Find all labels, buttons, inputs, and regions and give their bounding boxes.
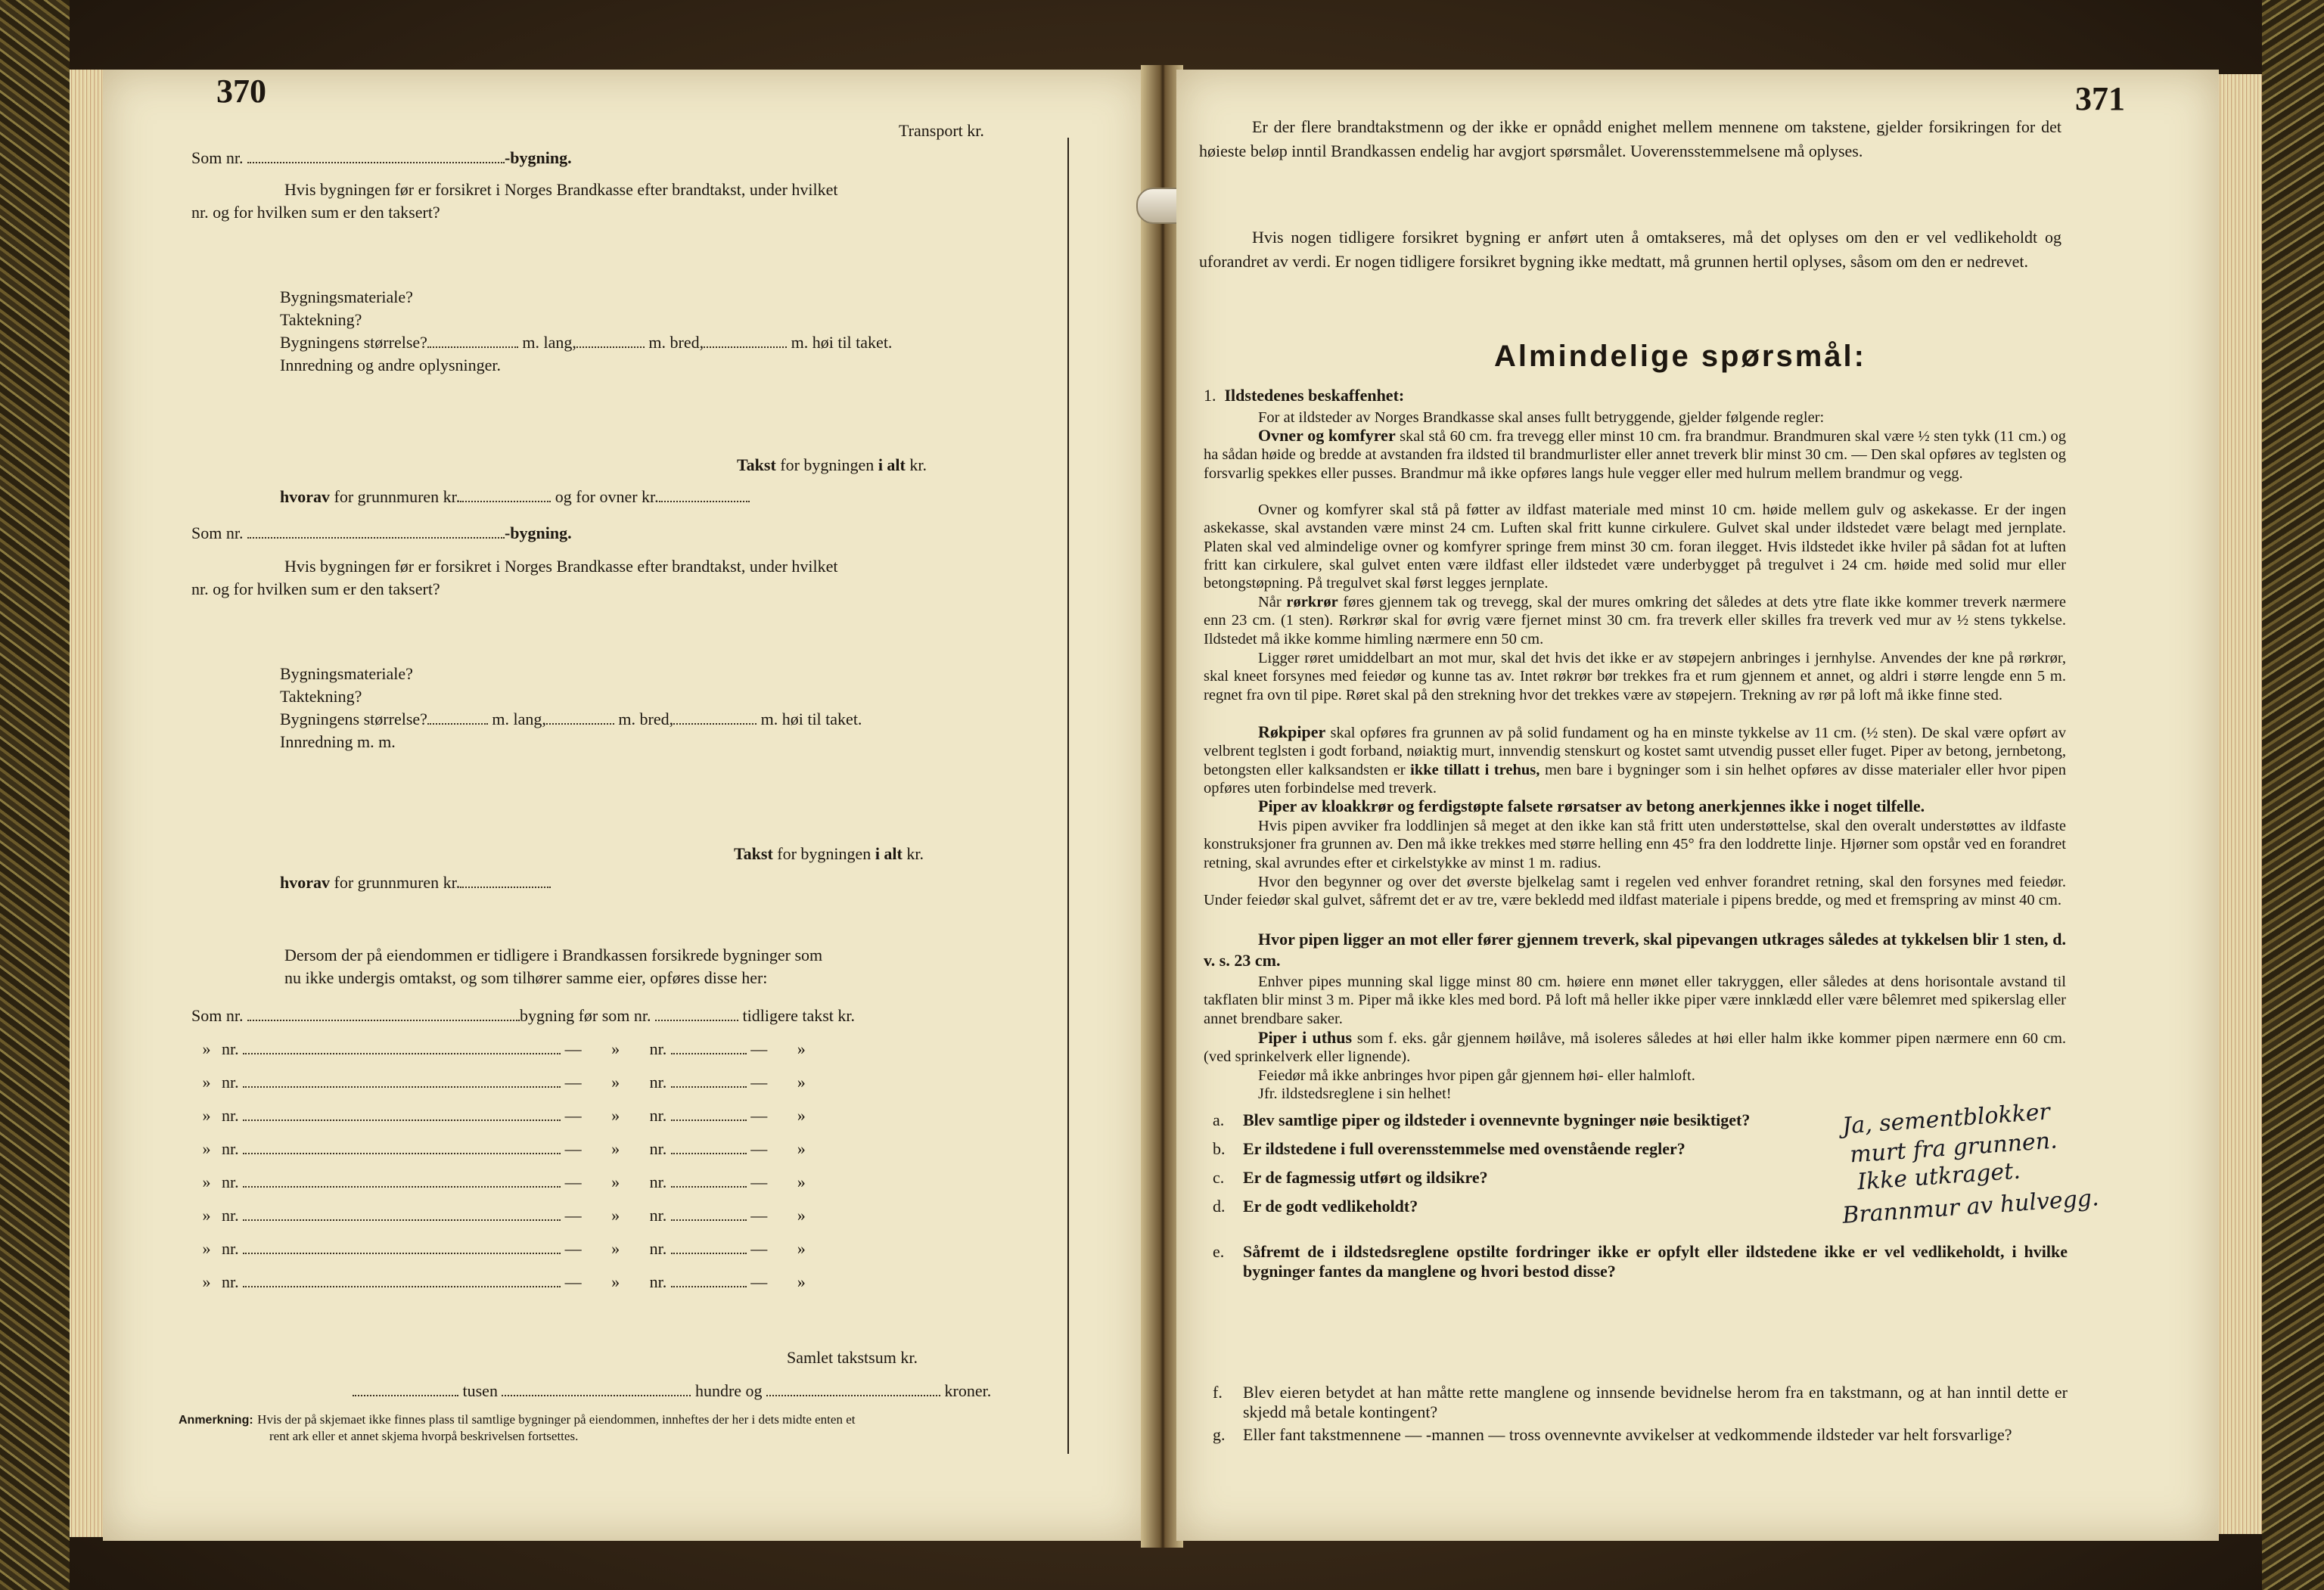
takst-label: i alt — [875, 844, 903, 863]
materiale-label: Bygningsmateriale? — [280, 664, 413, 683]
row-cell: nr. — [222, 1139, 239, 1158]
page-number: 370 — [216, 73, 266, 110]
row-cell: nr. — [222, 1039, 239, 1058]
rule-text: skal opføres fra grunnen av på solid fundament og ha en minste tykkelse av 11 cm. (½ sten). De skal være opført av velbrent teglsten i godt forband, nøiaktig murt, innvendig stenskurt og kostet samt utvendig pusset eller fuget. Piper av betong, jernbetong, betongsten eller kalksandsten er — [1204, 725, 2067, 778]
hvorav-label: hvorav — [280, 487, 330, 506]
table-header: tidligere takst kr. — [742, 1006, 855, 1025]
table-row — [191, 1106, 835, 1126]
row-cell: » — [611, 1239, 620, 1258]
amount-column-rule — [1067, 138, 1069, 1454]
table-row — [191, 1206, 835, 1225]
row-cell: — — [750, 1272, 768, 1291]
row-cell: » — [611, 1106, 620, 1125]
takst-label: kr. — [909, 455, 927, 474]
row-cell: » — [797, 1172, 806, 1191]
row-cell: — — [564, 1139, 582, 1158]
row-cell: — — [564, 1239, 582, 1258]
grunnmuren-label: for grunnmuren kr. — [334, 487, 461, 506]
question-item — [1213, 1197, 1418, 1216]
kroner-label: kroner. — [944, 1381, 992, 1400]
innredning-label: Innredning m. m. — [280, 732, 396, 751]
taktekning-label: Taktekning? — [280, 310, 362, 329]
question-text: Er ildstedene i full overensstemmelse med ovenstående regler? — [1243, 1139, 1686, 1158]
row-cell: » — [611, 1206, 620, 1225]
row-cell: » — [202, 1206, 211, 1225]
row-cell: » — [202, 1172, 211, 1191]
right-cover-marbling — [2262, 0, 2324, 1590]
handwritten-answer: Brannmur av hulvegg. — [1841, 1185, 2100, 1229]
left-cover-marbling — [0, 0, 70, 1590]
section-heading: Almindelige spørsmål: — [1494, 340, 1866, 373]
takst-label: kr. — [906, 844, 924, 863]
question-item — [1213, 1139, 1686, 1159]
m-hoi-label: m. høi til taket. — [791, 333, 893, 352]
rule-text: Når — [1258, 594, 1282, 610]
row-cell: nr. — [649, 1239, 667, 1258]
left-page-edges — [70, 70, 104, 1537]
storrelse-label: Bygningens størrelse? — [280, 333, 427, 352]
grunnmuren-label: for grunnmuren kr. — [334, 873, 461, 892]
handwritten-answer: murt fra grunnen. — [1849, 1127, 2058, 1169]
transport-label: Transport kr. — [899, 121, 984, 140]
rule-keyword: Ovner og komfyrer — [1258, 426, 1396, 445]
question-text: Eller fant takstmennene — -mannen — tross ovennevnte avvikelser at vedkommende ildsteder var helt forsvarlige? — [1243, 1425, 2012, 1444]
rules-paragraph — [1204, 593, 2066, 648]
takst-label: for bygningen — [780, 455, 875, 474]
handwritten-answer: Ja, sementblokker — [1841, 1098, 2051, 1140]
som-nr-label: Som nr. — [191, 523, 244, 542]
hvorav-label: hvorav — [280, 873, 330, 892]
row-cell: nr. — [222, 1239, 239, 1258]
table-row — [191, 1139, 835, 1159]
row-cell: » — [797, 1073, 806, 1092]
dersom-text: nu ikke undergis omtakst, og som tilhører samme eier, opføres disse her: — [284, 968, 768, 987]
row-cell: — — [564, 1039, 582, 1058]
rule-text: føres gjennem tak og trevegg, skal der mures omkring det således at dets ytre flate ikke kommer treverk nærmere enn 23 cm. (1 sten). Rørkrør skal for øvrig være fjernet minst 30 cm. fra treverk eller skilles fra treverk ved mur av ½ stens tykkelse. Ildstedet må ikke komme himling nærmere enn 50 cm. — [1204, 594, 2066, 647]
row-cell: — — [750, 1073, 768, 1092]
takst-label: i alt — [878, 455, 906, 474]
question-text: Såfremt de i ildstedsreglene opstilte fordringer ikke er opfylt eller ildstedene ikke er vel vedlikeholdt, i hvilke bygninger fantes da manglene og hvori bestod disse? — [1243, 1242, 2068, 1281]
question-letter: c. — [1213, 1168, 1225, 1187]
question-item — [1213, 1110, 1750, 1130]
m-bred-label: m. bred, — [648, 333, 704, 352]
row-cell: — — [564, 1206, 582, 1225]
row-cell: — — [750, 1139, 768, 1158]
question-letter: f. — [1213, 1383, 1223, 1402]
question-letter: a. — [1213, 1110, 1225, 1129]
som-nr-label: Som nr. — [191, 148, 244, 167]
row-cell: » — [611, 1172, 620, 1191]
row-cell: » — [797, 1239, 806, 1258]
right-page-edges — [2218, 74, 2262, 1534]
question-letter: g. — [1213, 1425, 1226, 1444]
row-cell: nr. — [649, 1039, 667, 1058]
rules-paragraph: Enhver pipes munning skal ligge minst 80 cm. høiere enn mønet eller takryggen, eller således at dens horisontale avstand til takflaten blir minst 3 m. Piper må ikke kles med bord. På loft må heller ikke piper være innklædd eller være bêlemret med spikerslag eller annet brendbare saker. — [1204, 974, 2066, 1027]
row-cell: nr. — [649, 1073, 667, 1092]
taktekning-label: Taktekning? — [280, 687, 362, 706]
row-cell: » — [202, 1272, 211, 1291]
question-line: Hvis bygningen før er forsikret i Norges Brandkasse efter brandtakst, under hvilket — [284, 557, 838, 576]
tusen-label: tusen — [462, 1381, 498, 1400]
table-row — [191, 1073, 835, 1092]
bygning-label: -bygning. — [504, 523, 572, 542]
question-letter: e. — [1213, 1242, 1225, 1261]
row-cell: nr. — [222, 1206, 239, 1225]
innredning-label: Innredning og andre oplysninger. — [280, 356, 502, 374]
question-text: Blev eieren betydet at han måtte rette manglene og innsende bevidnelse herom fra en takstmann, og at han inntil dette er skjedd må betale kontingent? — [1243, 1383, 2068, 1421]
takst-label: for bygningen — [777, 844, 872, 863]
takst-label: Takst — [734, 844, 773, 863]
row-cell: » — [611, 1139, 620, 1158]
table-row — [191, 1039, 835, 1059]
m-bred-label: m. bred, — [618, 710, 674, 728]
row-cell: » — [797, 1272, 806, 1291]
m-hoi-label: m. høi til taket. — [760, 710, 862, 728]
rules-paragraph: Ligger røret umiddelbart an mot mur, skal det hvis det ikke er av støpejern anbringes i jernhylse. Anvendes der kne på rørkrør, skal kneet forsynes med feiedør og kunne tas av. Intet røkrør bør trekkes fra et rum gjennem et annet, og aldri i større lengde enn 5 m. regnet fra ovn til pipe. Røret skal på den strekning hvor det trekkes være av støpejern. Trekning av rør på loft må ikke finne sted. — [1204, 650, 2066, 703]
rules-paragraph — [1204, 723, 2066, 797]
rule-keyword: Røkpiper — [1258, 722, 1326, 741]
rules-paragraph: Hvis pipen avviker fra loddlinjen så meget at den ikke kan stå fritt uten understøttelse, skal den overalt understøttes av ildfaste konstruksjoner fra grunnen av. Den må ikke trekkes med større helling enn 45° fra den loddrette linje. Hjørner som opstår ved en forandret retning, skal avrundes efter et cirkelstykke av minst 1 m. radius. — [1204, 818, 2066, 871]
rule-keyword: Piper i uthus — [1258, 1028, 1353, 1047]
rule-text: skal stå 60 cm. fra trevegg eller minst 10 cm. fra brandmur. Brandmuren skal være ½ sten tykk (11 cm.) og ha sådan høide og bredde at avstanden fra ildsted til brandmurlister eller annet treverk blir minst 30 cm. — Den skal opføres av teglsten og forsvarlig spekkes eller pusses. Brandmur må ikke opføres langs hule vegger eller med hulrum mellem brandmur og vegg. — [1204, 428, 2067, 482]
row-cell: — — [564, 1272, 582, 1291]
rules-paragraph: Hvor den begynner og over det øverste bjelkelag samt i regelen ved enhver forandret retning, skal den forsynes med feiedør. Under feiedør skal gulvet, såfremt det er av tre, være bekledd med ildfast materiale i pipens bredde, og med et fremspring av minst 40 cm. — [1204, 874, 2066, 909]
hundre-label: hundre og — [694, 1381, 763, 1400]
row-cell: » — [611, 1073, 620, 1092]
question-line: Hvis bygningen før er forsikret i Norges Brandkasse efter brandtakst, under hvilket — [284, 180, 838, 199]
row-cell: nr. — [649, 1172, 667, 1191]
row-cell: » — [202, 1106, 211, 1125]
section-number: 1. — [1204, 386, 1216, 405]
ovner-label: og for ovner kr. — [555, 487, 659, 506]
row-cell: nr. — [222, 1172, 239, 1191]
m-lang-label: m. lang, — [522, 333, 576, 352]
row-cell: nr. — [649, 1139, 667, 1158]
row-cell: » — [202, 1073, 211, 1092]
question-text: Er de fagmessig utført og ildsikre? — [1243, 1168, 1488, 1187]
takst-label: Takst — [737, 455, 776, 474]
row-cell: » — [611, 1272, 620, 1291]
rules-paragraph: Feiedør må ikke anbringes hvor pipen går gjennem høi- eller halmloft. — [1258, 1067, 1695, 1084]
row-cell: » — [797, 1039, 806, 1058]
row-cell: — — [750, 1206, 768, 1225]
samlet-takstsum-label: Samlet takstsum kr. — [787, 1348, 918, 1367]
table-row — [191, 1239, 835, 1259]
rules-paragraph: For at ildsteder av Norges Brandkasse skal anses fullt betryggende, gjelder følgende regler: — [1258, 409, 1825, 426]
anmerkning-text: Hvis der på skjemaet ikke finnes plass til samtlige bygninger på eiendommen, innheftes der her i dets midte enten et — [257, 1412, 856, 1427]
row-cell: — — [750, 1106, 768, 1125]
rules-paragraph: Ovner og komfyrer skal stå på føtter av ildfast materiale med minst 10 cm. høide mellem gulv og askekasse. Er der ingen askekasse, skal avstanden være minst 24 cm. Luften skal fritt kunne cirkulere. Gulvet skal under ildstedet være belagt med jernplate. Platen skal ved almindelige ovner og komfyrer springe frem minst 30 cm. foran ilegget. Hvis ildstedet ikke hviler på sådan fot at luften fritt kan cirkulere, skal gulvet enten være ildfast eller ildstedet være underbygget på tregulvet i 24 cm. høide med solid mur eller betongstøpning. På tregulvet skal først legges jernplate. — [1204, 502, 2066, 592]
question-text: Blev samtlige piper og ildsteder i ovennevnte bygninger nøie besiktiget? — [1243, 1110, 1751, 1129]
right-page — [1176, 70, 2219, 1541]
row-cell: » — [797, 1206, 806, 1225]
row-cell: » — [611, 1039, 620, 1058]
row-cell: — — [564, 1172, 582, 1191]
row-cell: nr. — [222, 1073, 239, 1092]
rule-keyword: rørkrør — [1286, 594, 1338, 610]
rules-paragraph — [1204, 427, 2066, 483]
anmerkning-label: Anmerkning: — [179, 1414, 253, 1427]
table-row — [191, 1172, 835, 1192]
table-row — [191, 1272, 835, 1292]
rules-paragraph: Piper av kloakkrør og ferdigstøpte falsete rørsatser av betong anerkjennes ikke i noget tilfelle. — [1258, 797, 1925, 815]
table-header: bygning før som nr. — [519, 1006, 651, 1025]
rule-text: som f. eks. går gjennem høilåve, må isoleres således at høi eller halm ikke kommer pipen nærmere enn 60 cm. (ved sprinkelverk eller lignende). — [1204, 1030, 2067, 1066]
rule-text: men bare i bygninger som i sin helhet opføres av disse materialer eller hvor pipen opføres uten forbindelse med treverk. — [1204, 761, 2067, 797]
row-cell: » — [202, 1139, 211, 1158]
question-text: Er de godt vedlikeholdt? — [1243, 1197, 1418, 1216]
row-cell: nr. — [222, 1106, 239, 1125]
question-line: nr. og for hvilken sum er den taksert? — [191, 579, 440, 598]
left-page — [103, 70, 1147, 1541]
table-header: Som nr. — [191, 1006, 244, 1025]
row-cell: — — [564, 1073, 582, 1092]
row-cell: » — [797, 1139, 806, 1158]
anmerkning-text: rent ark eller et annet skjema hvorpå beskrivelsen fortsettes. — [269, 1429, 579, 1443]
bygning-label: -bygning. — [504, 148, 572, 167]
m-lang-label: m. lang, — [492, 710, 546, 728]
materiale-label: Bygningsmateriale? — [280, 287, 413, 306]
question-item — [1213, 1168, 1488, 1188]
question-line: nr. og for hvilken sum er den taksert? — [191, 203, 440, 222]
question-letter: d. — [1213, 1197, 1226, 1216]
dersom-text: Dersom der på eiendommen er tidligere i Brandkassen forsikrede bygninger som — [284, 946, 823, 964]
rule-keyword: ikke tillatt i trehus, — [1410, 761, 1540, 778]
page-number: 371 — [2075, 80, 2125, 117]
rules-paragraph: Hvor pipen ligger an mot eller fører gjennem treverk, skal pipevangen utkrages således at tykkelsen blir 1 sten, d. v. s. 23 cm. — [1204, 930, 2066, 970]
intro-paragraph: Er der flere brandtakstmenn og der ikke er opnådd enighet mellem mennene om takstene, gjelder forsikringen for det høieste beløp inntil Brandkassen endelig har avgjort spørsmålet. Uoverensstemmelsene må oplyses. — [1199, 117, 2061, 160]
rules-paragraph: Jfr. ildstedsreglene i sin helhet! — [1258, 1085, 1452, 1102]
row-cell: — — [564, 1106, 582, 1125]
row-cell: nr. — [649, 1272, 667, 1291]
handwritten-answer: Ikke utkraget. — [1856, 1157, 2021, 1196]
row-cell: nr. — [649, 1206, 667, 1225]
question-letter: b. — [1213, 1139, 1226, 1158]
row-cell: nr. — [649, 1106, 667, 1125]
row-cell: » — [797, 1106, 806, 1125]
rules-paragraph — [1204, 1029, 2066, 1067]
row-cell: » — [202, 1239, 211, 1258]
row-cell: — — [750, 1239, 768, 1258]
row-cell: » — [202, 1039, 211, 1058]
section-title: Ildstedenes beskaffenhet: — [1224, 386, 1405, 405]
row-cell: — — [750, 1039, 768, 1058]
intro-paragraph: Hvis nogen tidligere forsikret bygning er anført uten å omtakseres, må det oplyses om den er vel vedlikeholdt og uforandret av verdi. Er nogen tidligere forsikret bygning ikke medtatt, må grunnen hertil oplyses, såsom om den er nedrevet. — [1199, 228, 2061, 271]
row-cell: — — [750, 1172, 768, 1191]
storrelse-label: Bygningens størrelse? — [280, 710, 427, 728]
row-cell: nr. — [222, 1272, 239, 1291]
